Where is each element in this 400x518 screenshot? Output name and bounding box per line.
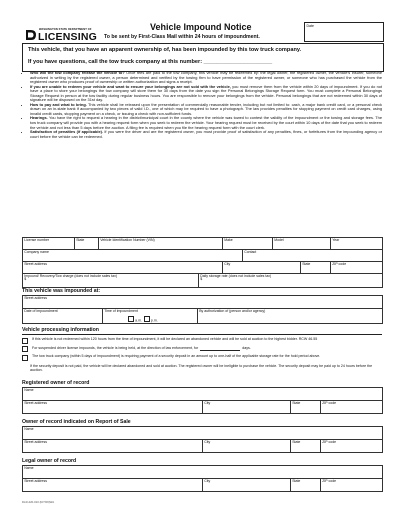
report-owner-name-field[interactable]: Name xyxy=(23,427,383,440)
abandoned-checkbox[interactable] xyxy=(22,338,28,344)
year-field[interactable]: Year xyxy=(331,238,383,250)
notice-line-1: This vehicle, that you have an apparent ownership of, has been impounded by this tow truck company. xyxy=(28,47,302,53)
dol-logo-icon xyxy=(25,28,37,40)
registered-owner-street-field[interactable]: Street address xyxy=(23,401,203,414)
model-field[interactable]: Model xyxy=(273,238,331,250)
bullet-belongings: • If you are unable to redeem your vehicle and want to ensure your belongings are not sold with the vehicle, you must remove them from the vehicle within 20 days of impoundment. If you do not have a place to store your belongings the tow company will store them for 30 days from the date you sign the Personal Belongings Storage Request form. You must complete a Personal Belongings Storage Request in person at the tow facility during regular business hours. You are responsible to remove your belongings from the vehicle. Personal belongings that are not redeemed within 30 days of signature will be disposed on the 31st day. xyxy=(30,85,382,103)
legal-owner-street-field[interactable]: Street address xyxy=(23,479,203,492)
notice-box xyxy=(22,43,384,72)
registered-owner-city-field[interactable]: City xyxy=(203,401,291,414)
vehicle-company-table xyxy=(22,237,383,288)
agency-name-big: LICENSING xyxy=(38,31,97,43)
impound-street-field[interactable]: Street address xyxy=(23,296,383,309)
date-field[interactable] xyxy=(304,22,384,42)
registered-owner-state-field[interactable]: State xyxy=(291,401,321,414)
registered-owner-name-field[interactable]: Name xyxy=(23,388,383,401)
form-subtitle: To be sent by First-Class Mail within 24 hours of impoundment. xyxy=(104,34,260,40)
contact-field[interactable]: Contact xyxy=(243,250,383,262)
processing-heading: Vehicle processing information xyxy=(22,327,99,333)
processing-rule xyxy=(22,334,382,335)
registered-owner-zip-field[interactable]: ZIP code xyxy=(321,401,383,414)
form-number: DLR-420-010 (R/7/09)WA xyxy=(22,500,55,504)
deposit-note: If the security deposit is not paid, the vehicle will be declared abandoned and sold at auction. The registered owner will be ineligible to purchase the vehicle. The security deposit may be paid up to 24 hours before the auction. xyxy=(30,363,373,372)
vin-field[interactable]: Vehicle Identification Number (VIN) xyxy=(99,238,223,250)
registered-owner-heading: Registered owner of record xyxy=(22,380,90,386)
processing-items xyxy=(22,337,382,372)
legal-owner-state-field[interactable]: State xyxy=(291,479,321,492)
license-state-field[interactable]: State xyxy=(75,238,99,250)
company-city-field[interactable]: City xyxy=(223,262,301,274)
pm-checkbox[interactable] xyxy=(144,316,150,322)
legal-owner-city-field[interactable]: City xyxy=(203,479,291,492)
legal-owner-table xyxy=(22,465,383,492)
suspended-checkbox[interactable] xyxy=(22,346,28,352)
report-owner-heading: Owner of record indicated on Report of Sale xyxy=(22,419,131,425)
report-owner-state-field[interactable]: State xyxy=(291,440,321,453)
date-label: Date xyxy=(306,23,314,28)
impounded-at-table xyxy=(22,295,383,324)
impounded-at-heading: This vehicle was impounded at: xyxy=(22,288,101,294)
impound-notice-form xyxy=(22,22,382,514)
bullet-release: • Who will the tow company release the vehicle to? Once fees are paid to the tow company, this vehicle may be redeemed by: the legal owner, the registered owner, the vehicle's insurer, someone authorized in writing by the registered owner, a person determined and verified by the towing firm to have permission of the registered owner, or someone who has purchased the vehicle from the registered owner who produces proof of ownership or written authorization and signs a receipt. xyxy=(30,71,382,85)
report-owner-street-field[interactable]: Street address xyxy=(23,440,203,453)
bullet-payment: • How to pay and what to bring. This vehicle shall be released upon the presentation of commercially reasonable tender, including but not limited to: cash, a major bank credit card, or a personal check drawn on an in-state bank if accompanied by two pieces of valid I.D., one of which may be required to have a photograph. The law provides penalties for stopping payment on credit card charges, using invalid credit cards, stopping payment on a check, or issuing a check with non-sufficient funds. xyxy=(30,103,382,117)
processing-item-deposit: The tow truck company (within 5 days of impoundment) is requiring payment of a security deposit in an amount up to one-half of the applicable storage rate for the hold period above. xyxy=(22,354,382,361)
form-title: Vehicle Impound Notice xyxy=(150,22,252,32)
impound-date-field[interactable]: Date of impoundment xyxy=(23,309,103,324)
am-checkbox[interactable] xyxy=(128,316,134,322)
notice-line-2: If you have questions, call the tow truck company at this number: ______________________ xyxy=(28,59,273,65)
bullet-penalties: • Satisfaction of penalties (if applicable). If you were the driver and are the registered owner, you must provide proof of satisfaction of any penalties, fines, or forfeitures from the impounding agency or court before the vehicle can be redeemed. xyxy=(30,130,382,139)
processing-item-suspended: For suspended driver license impounds, the vehicle is being held, at the direction of law enforcement, for days. xyxy=(22,346,382,353)
bullet-hearings: • Hearings. You have the right to request a hearing in the district/municipal court in the county where the vehicle was towed to contest the validity of the impoundment or the towing and storage fees. The tow truck company will provide you with a hearing request form when you seek to redeem the vehicle. Your hearing request must be received by the court within 10 days of the date that you seek to redeem the vehicle and not less than 5 days before the auction. A filing fee is required when you file the hearing request form with the court clerk. xyxy=(30,116,382,130)
make-field[interactable]: Make xyxy=(223,238,273,250)
processing-item-abandoned: If this vehicle is not redeemed within 120 hours from the time of impoundment, it will be declared an abandoned vehicle and will be sold at auction to the highest bidder. RCW 46.55 xyxy=(22,337,382,344)
company-zip-field[interactable]: ZIP code xyxy=(331,262,383,274)
company-state-field[interactable]: State xyxy=(301,262,331,274)
deposit-checkbox[interactable] xyxy=(22,355,28,361)
company-street-field[interactable]: Street address xyxy=(23,262,223,274)
impound-charge-field[interactable]: Impound/ Recovery/Tow charge (does not include sales tax) $ xyxy=(23,274,199,288)
report-owner-table xyxy=(22,426,383,453)
legal-owner-heading: Legal owner of record xyxy=(22,458,77,464)
legal-owner-zip-field[interactable]: ZIP code xyxy=(321,479,383,492)
registered-owner-table xyxy=(22,387,383,414)
info-bullets xyxy=(22,71,382,139)
agency-name-small: WASHINGTON STATE DEPARTMENT OF xyxy=(39,28,92,31)
company-name-field[interactable]: Company name xyxy=(23,250,243,262)
report-owner-zip-field[interactable]: ZIP code xyxy=(321,440,383,453)
impound-time-field[interactable]: Time of impoundment a.m. p.m. xyxy=(103,309,198,324)
daily-storage-rate-field[interactable]: Daily storage rate (does not include sales tax) $ xyxy=(199,274,383,288)
legal-owner-name-field[interactable]: Name xyxy=(23,466,383,479)
hold-days-field[interactable] xyxy=(200,346,240,352)
report-owner-city-field[interactable]: City xyxy=(203,440,291,453)
authorization-field[interactable]: By authorization of (person and/or agency) xyxy=(198,309,383,324)
license-number-field[interactable]: License number xyxy=(23,238,75,250)
